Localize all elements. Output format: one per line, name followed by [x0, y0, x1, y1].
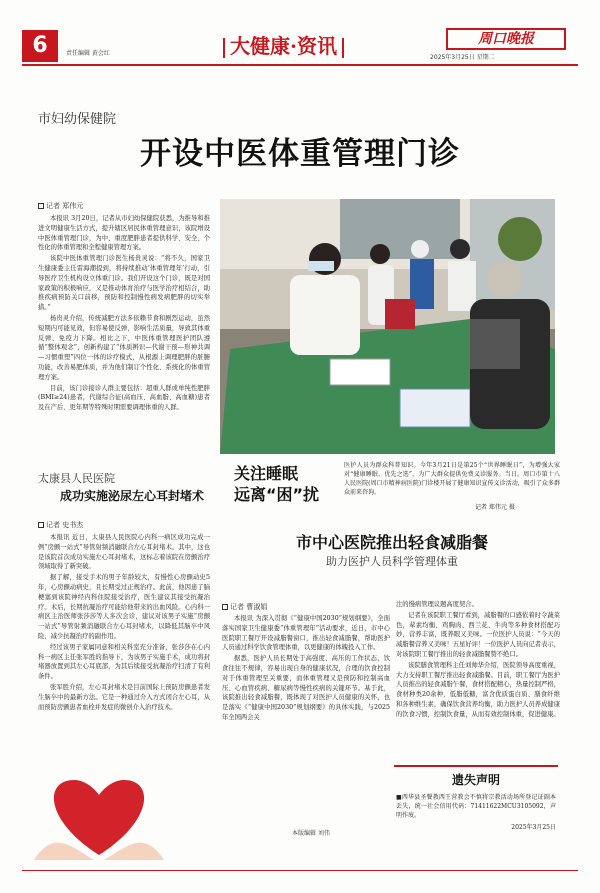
- story3-byline-text: 记者 曹淑娟: [230, 603, 268, 611]
- story3-paragraph: 注的慢病管理议题高度契合。: [396, 601, 478, 608]
- story2-byline: [38, 520, 83, 530]
- notice-date: 2025年3月25日: [511, 824, 556, 831]
- story1-paragraph: 该院中医体重管理门诊医生杨贵灵说：“将不久，国家卫生健康委主任雷海潮提到，将持续推动‘体重管理年’行动，引导医疗卫生机构设立体重门诊。我们开设这个门诊，既是对国家政策的积极响应，又是推动体育治疗与医学治疗相结合，助推疾病预防关口前移，预防和控制慢性病发病肥胖的切实举措。”: [38, 255, 210, 312]
- issue-date: 2025年3月25日 星期二: [430, 54, 495, 61]
- photo-side-title: [234, 463, 319, 505]
- clinic-photo: [220, 199, 555, 454]
- heart-icon: [24, 760, 174, 870]
- story2-kicker: 太康县人民医院: [38, 472, 115, 485]
- story1-kicker: 市妇幼保健院: [38, 112, 117, 127]
- story2-paragraph: 据了解，接受手术的男子年龄较大，有慢性心房颤动史5年，心房颤动病史，且长期受过正规治疗。此前，他因患了脑梗塞到该院神经内科住院接受治疗，医生建议其接受抗凝治疗。术后，长期抗凝治疗可能给他带来的出血风险。心内科一病区主治医师张莎莎等人多次会诊，建议对该男子实施“房颤一站式”导管射频消融联合左心耳封堵术，以降低其脑卒中风险，减少抗凝治疗的副作用。: [38, 574, 210, 640]
- newspaper-logo: 周口晚报: [446, 28, 566, 50]
- byline-box-icon: [222, 604, 228, 610]
- story1-paragraph: 本报讯 3月20日，记者从市妇幼保健院获悉，为推导和推进文明健康生活方式，提升辖区居民体重管理意识，该院增设中医体重管理门诊，为中、重度肥胖患者提供科学、安全、个性化的体重管理和全程健康管理方案。: [38, 215, 210, 252]
- photo-side-title-line1: 关注睡眠: [234, 464, 299, 483]
- heart-hands-illustration: [24, 760, 174, 870]
- story3-paragraph: 本报讯 为深入贯彻《“健康中国2030”规划纲要》，全面落实国家卫生健康委“体重管理年”活动要求，近日，市中心医院职工餐厅开设减脂餐窗口，推出轻食减脂餐，帮助医护人员通过科学饮食管理体重，以更健康的体魄投入工作。: [222, 615, 390, 652]
- story3-headline: 市中心医院推出轻食减脂餐: [295, 533, 488, 552]
- story1-body: [38, 214, 210, 454]
- story3-paragraph: 该院膳食管理科主任刘帅华介绍，医院领导高度重视，大力支持职工餐厅推出轻食减脂餐。目前，职工餐厅为医护人员推出的轻食减脂午餐，食材搭配精心，热量控制严格，食材种类20余种，低脂低糖，富含优质蛋白质、膳食纤维和各种维生素，确保饮食营养均衡，助力医护人员养成健康的饮食习惯，控制饮食量，从而有效控制体重，促进健康。: [396, 661, 560, 718]
- story1-byline: [38, 201, 83, 211]
- story3-column1: [222, 614, 390, 824]
- section-bar-left: [223, 38, 225, 58]
- photo-caption: 医护人员为群众科普知识。今年3月21日是第25个“世界睡眠日”，为增强大家对“健康睡眠，优先之选”，为广大群众提供免费义诊服务。当日，周口市第十八人民医院(周口市精神病医院)门诊楼开展了健康知识宣传义诊活动，吸引了众多群众前来咨询。: [344, 462, 560, 496]
- story1-paragraph: 目前，该门诊接诊人群主要包括：超重人群或单纯性肥胖(BMI≥24)患者，代谢综合征(高血压、高血脂、高血糖)患者及在产后、更年期等特殊时期需要调理体重的人群。: [38, 384, 210, 412]
- page-editor: 本版编辑 刘伟: [292, 830, 330, 837]
- responsible-editors: 责任编辑 黄会红: [66, 50, 110, 57]
- story3-byline: [222, 602, 267, 612]
- section-bar-right: [342, 38, 344, 58]
- story2-byline-text: 记者 史书杰: [46, 521, 84, 529]
- story2-paragraph: 张军胜介绍，左心耳封堵术是目前国际上预防房颤患者发生脑卒中的最新方法。它是一种通过介入方式闭合左心耳，从而预防房颤患者血栓并发症的微创介入治疗技术。: [38, 683, 210, 711]
- section-dot: ·: [290, 34, 297, 58]
- story3-subhead: 助力医护人员科学管理体重: [326, 555, 458, 568]
- notice-title: 遗失声明: [451, 773, 500, 787]
- story2-paragraph: 经过该男子家属同意和相关科室充分准备，张莎莎在心内科一病区主任张军胜的指导下，为该男子实施手术，成功将封堵器放置到其左心耳底部，为其后续接受抗凝治疗扫清了有利条件。: [38, 643, 210, 681]
- footer-divider: [22, 870, 578, 871]
- byline-box-icon: [38, 203, 44, 209]
- photo-credit: 记者 郑伟元 摄: [475, 504, 515, 511]
- photo-side-title-line2: 远离“困”扰: [234, 485, 320, 504]
- story2-headline: 成功实施泌尿左心耳封堵术: [60, 489, 205, 503]
- notice-body: ■西华县圣餐教西王营教会不慎将宗教活动场所登记证副本丢失，统一社会信用代码：71411622MCU3105092，声明作废。: [396, 794, 556, 819]
- byline-box-icon: [38, 522, 44, 528]
- story3-column2: [396, 600, 560, 760]
- lost-notice: [394, 765, 558, 860]
- story2-body: [38, 533, 210, 765]
- page-header: [0, 0, 600, 61]
- photo-illustration: [220, 199, 555, 454]
- story3-paragraph: 记者在该院职工餐厅看到，减脂餐的口感依着时令蔬菜色，荤素均衡、鸡胸肉、西兰花、牛肉等多种食材搭配巧妙，营养丰富，既养眼又美味。一位医护人员说：“今天的减脂餐营养又美味！五星好评！一位医护人员向记者表示，对该院职工餐厅推出的轻食减脂餐赞不绝口。: [396, 611, 560, 658]
- story1-byline-text: 记者 郑伟元: [46, 202, 84, 210]
- story1-headline: 开设中医体重管理门诊: [140, 136, 460, 172]
- section-title: [218, 30, 349, 59]
- story3-paragraph: 据悉，医护人员长期处于高强度、高压的工作状态，饮食往往不规律，容易出现自身的健康状况，合理的饮食控制对于体重管理至关重要，而体重管理又是预防和控制高血压、心血管疾病、糖尿病等慢性疾病的关键环节。基于此，该院推出轻食减脂餐，既体现了对医护人员健康的关怀，也是落实《“健康中国2030”规划纲要》的具体实践，与2025年全国两会关: [222, 655, 390, 721]
- section-name-b: 资讯: [296, 34, 337, 58]
- header-divider: [22, 64, 578, 66]
- page-number: 6: [22, 30, 58, 62]
- story1-paragraph: 杨贵灵介绍，传统减肥方法多依赖节食和剧烈运动，虽然短期内可能见效，但容易使反弹，影响生活质量，导致其体重反弹、免疫力下降。相比之下，中医体重管理医护团队遵循“整体观念”，创新构建了“体质辨识—代谢干预—形神共调—习惯重塑”四位一体的诊疗模式，从根源上调理肥胖的脏腑功能，改善易肥体质，并为他们制订个性化、系统化的体重管理方案。: [38, 314, 210, 381]
- story2-paragraph: 本报讯 近日，太康县人民医院心内科一病区成功完成一例“房颤一站式”导管射频消融联合左心耳封堵术。其中，这也是该院首次成功实施左心耳封堵术，这标志着该院在房颤治疗领域取得了新突破。: [38, 534, 210, 571]
- section-name-a: 大健康: [230, 34, 290, 58]
